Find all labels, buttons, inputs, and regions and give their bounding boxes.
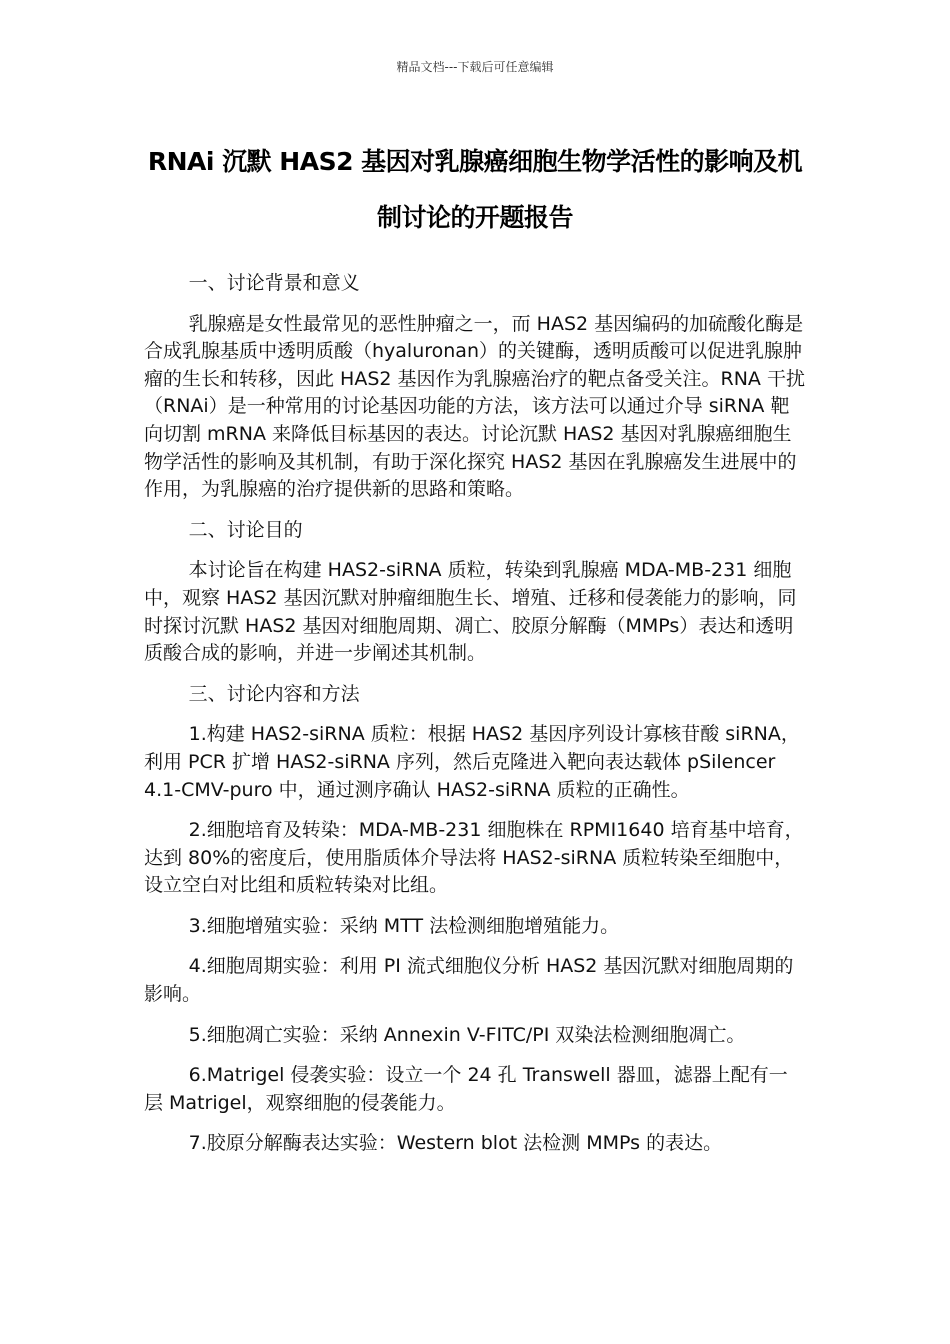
document-title: RNAi 沉默 HAS2 基因对乳腺癌细胞生物学活性的影响及机制讨论的开题报告 [147, 147, 803, 232]
method-item-5: 5.细胞凋亡实验：采纳 Annexin V-FITC/PI 双染法检测细胞凋亡。 [188, 1023, 746, 1046]
section-heading-purpose: 二、讨论目的 [188, 518, 303, 541]
method-item-3: 3.细胞增殖实验：采纳 MTT 法检测细胞增殖能力。 [188, 914, 620, 937]
document-body [144, 270, 806, 1171]
method-item-1: 1.构建 HAS2-siRNA 质粒：根据 HAS2 基因序列设计寡核苷酸 siRNA，利用 PCR 扩增 HAS2-siRNA 序列，然后克隆进入靶向表达载体 pSilencer 4.1-CMV-puro 中，通过测序确认 HAS2-siRNA 质粒的正确性。 [144, 723, 800, 801]
header-note: 精品文档---下载后可任意编辑 [396, 60, 554, 74]
method-item-6: 6.Matrigel 侵袭实验：设立一个 24 孔 Transwell 器皿，滤器上配有一层 Matrigel，观察细胞的侵袭能力。 [144, 1064, 788, 1114]
section-heading-methods: 三、讨论内容和方法 [188, 682, 360, 705]
section-heading-background: 一、讨论背景和意义 [188, 272, 360, 294]
paragraph-background: 乳腺癌是女性最常见的恶性肿瘤之一，而 HAS2 基因编码的加硫酸化酶是合成乳腺基质中透明质酸（hyaluronan）的关键酶，透明质酸可以促进乳腺肿瘤的生长和转移，因此 HAS2 基因作为乳腺癌治疗的靶点备受关注。RNA 干扰（RNAi）是一种常用的讨论基因功能的方法，该方法可以通过介导 siRNA 靶向切割 mRNA 来降低目标基因的表达。讨论沉默 HAS2 基因对乳腺癌细胞生物学活性的影响及其机制，有助于深化探究 HAS2 基因在乳腺癌发生进展中的作用，为乳腺癌的治疗提供新的思路和策略。 [144, 312, 805, 501]
method-item-7: 7.胶原分解酶表达实验：Western blot 法检测 MMPs 的表达。 [188, 1132, 723, 1155]
paragraph-purpose: 本讨论旨在构建 HAS2-siRNA 质粒，转染到乳腺癌 MDA-MB-231 细胞中，观察 HAS2 基因沉默对肿瘤细胞生长、增殖、迁移和侵袭能力的影响，同时探讨沉默 HAS2 基因对细胞周期、凋亡、胶原分解酶（MMPs）表达和透明质酸合成的影响，并进一步阐述其机制。 [144, 559, 797, 665]
method-item-2: 2.细胞培育及转染：MDA-MB-231 细胞株在 RPMI1640 培育基中培育，达到 80%的密度后，使用脂质体介导法将 HAS2-siRNA 质粒转染至细胞中，设立空白对比组和质粒转染对比组。 [144, 819, 804, 897]
method-item-4: 4.细胞周期实验：利用 PI 流式细胞仪分析 HAS2 基因沉默对细胞周期的影响。 [144, 955, 794, 1006]
